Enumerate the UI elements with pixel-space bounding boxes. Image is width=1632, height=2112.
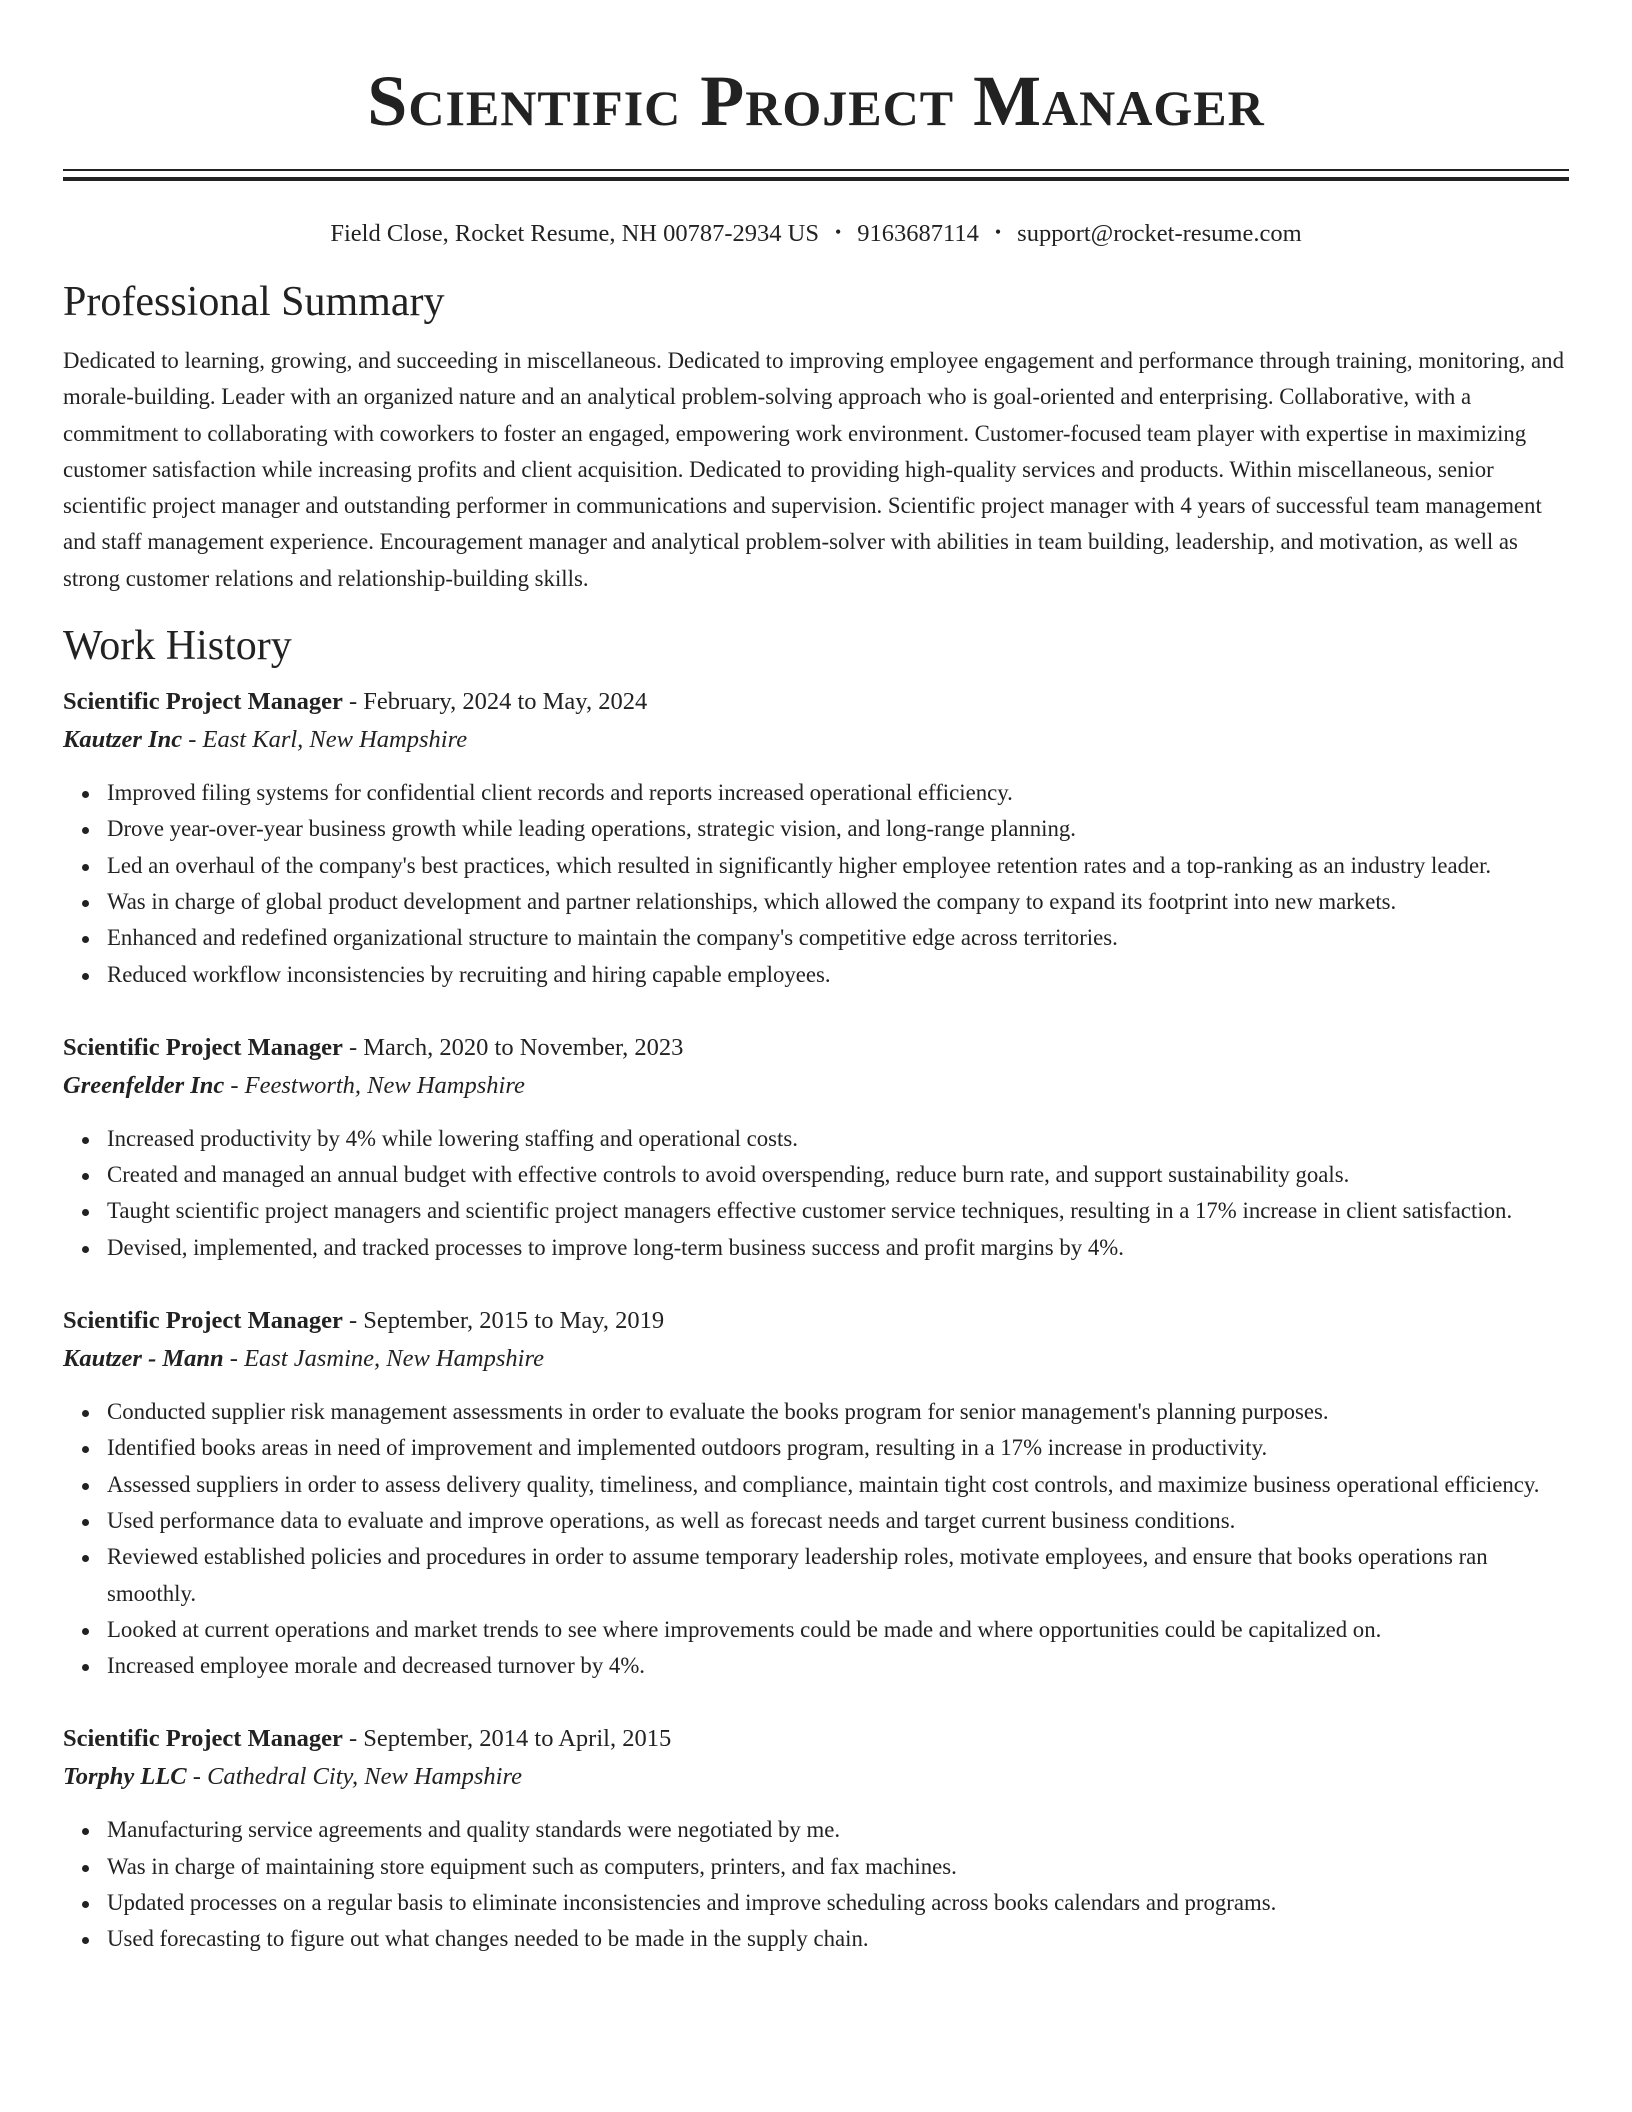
job-bullet-text: Increased productivity by 4% while lowering staffing and operational costs. — [107, 1125, 798, 1151]
job-bullet — [107, 957, 1569, 993]
job-bullet — [107, 775, 1569, 811]
bullet-icon — [82, 864, 89, 871]
job-header — [63, 1724, 1569, 1754]
bullet-icon — [82, 1173, 89, 1180]
job-bullet — [107, 1430, 1569, 1466]
contact-separator: • — [834, 222, 842, 242]
job-bullet — [107, 1812, 1569, 1848]
bullet-icon — [82, 1483, 89, 1490]
job-bullet — [107, 1885, 1569, 1921]
job-bullet-text: Devised, implemented, and tracked processes to improve long-term business success and profit margins by 4%. — [107, 1234, 1124, 1260]
job-bullet — [107, 1193, 1569, 1229]
job-entry — [63, 1724, 1569, 1957]
bullet-icon — [82, 1828, 89, 1835]
job-bullet-text: Reviewed established policies and procedures in order to assume temporary leadership roles, motivate employees, and ensure that books operations ran smoothly. — [107, 1544, 1488, 1606]
job-entry — [63, 1033, 1569, 1266]
job-location: - Feestworth, New Hampshire — [224, 1071, 525, 1099]
job-header — [63, 1033, 1569, 1063]
work-history-heading: Work History — [63, 623, 292, 670]
job-bullet-text: Assessed suppliers in order to assess delivery quality, timeliness, and compliance, maintain tight cost controls, and maximize business operational efficiency. — [107, 1471, 1540, 1497]
job-location: - Cathedral City, New Hampshire — [186, 1763, 522, 1791]
job-employer — [63, 1071, 1569, 1101]
job-title: Scientific Project Manager — [63, 1033, 343, 1061]
job-bullet — [107, 1394, 1569, 1430]
job-title: Scientific Project Manager — [63, 1725, 343, 1753]
job-header — [63, 687, 1569, 717]
bullet-icon — [82, 1628, 89, 1635]
job-location: - East Karl, New Hampshire — [182, 726, 468, 754]
job-bullet-text: Created and managed an annual budget with effective controls to avoid overspending, reduce burn rate, and support sustainability goals. — [107, 1162, 1350, 1188]
bullet-icon — [82, 827, 89, 834]
job-location: - East Jasmine, New Hampshire — [223, 1345, 544, 1373]
job-bullet — [107, 1612, 1569, 1648]
bullet-icon — [82, 1137, 89, 1144]
candidate-name: Scientific Project Manager — [367, 61, 1265, 141]
job-bullet-text: Drove year-over-year business growth while leading operations, strategic vision, and long-range planning. — [107, 816, 1076, 842]
job-bullet-text: Looked at current operations and market trends to see where improvements could be made and where opportunities could be capitalized on. — [107, 1616, 1382, 1642]
job-bullet — [107, 1849, 1569, 1885]
contact-separator: • — [994, 222, 1002, 242]
bullet-icon — [82, 1519, 89, 1526]
bullet-icon — [82, 1937, 89, 1944]
bullet-icon — [82, 1865, 89, 1872]
job-bullet — [107, 1503, 1569, 1539]
bullet-icon — [82, 936, 89, 943]
contact-address: Field Close, Rocket Resume, NH 00787-2934 US — [330, 220, 819, 247]
job-bullet — [107, 920, 1569, 956]
job-bullet — [107, 1921, 1569, 1957]
job-bullet — [107, 811, 1569, 847]
job-header — [63, 1306, 1569, 1336]
job-bullet-text: Was in charge of maintaining store equipment such as computers, printers, and fax machines. — [107, 1853, 957, 1879]
job-bullet-text: Reduced workflow inconsistencies by recruiting and hiring capable employees. — [107, 961, 831, 987]
job-bullet-text: Used forecasting to figure out what changes needed to be made in the supply chain. — [107, 1926, 869, 1952]
job-employer — [63, 1344, 1569, 1374]
bullet-icon — [82, 1246, 89, 1253]
job-dates: - February, 2024 to May, 2024 — [342, 688, 648, 716]
job-employer — [63, 1762, 1569, 1792]
bullet-icon — [82, 1555, 89, 1562]
job-bullet-text: Taught scientific project managers and scientific project managers effective customer service techniques, resulting in a 17% increase in client satisfaction. — [107, 1198, 1513, 1224]
bullet-icon — [82, 791, 89, 798]
contact-line — [63, 217, 1569, 249]
job-bullet-text: Increased employee morale and decreased turnover by 4%. — [107, 1653, 646, 1679]
bullet-icon — [82, 973, 89, 980]
job-bullet-text: Was in charge of global product development and partner relationships, which allowed the company to expand its footprint into new markets. — [107, 888, 1397, 914]
job-bullet-text: Improved filing systems for confidential client records and reports increased operational efficiency. — [107, 780, 1013, 806]
job-bullet-text: Conducted supplier risk management assessments in order to evaluate the books program for senior management's planning purposes. — [107, 1399, 1329, 1425]
job-dates: - March, 2020 to November, 2023 — [342, 1033, 684, 1061]
job-bullet-text: Updated processes on a regular basis to eliminate inconsistencies and improve scheduling across books calendars and programs. — [107, 1890, 1277, 1916]
job-bullets — [63, 775, 1569, 993]
bullet-icon — [82, 1446, 89, 1453]
contact-email: support@rocket-resume.com — [1017, 220, 1302, 247]
job-bullet — [107, 884, 1569, 920]
job-bullet-text: Enhanced and redefined organizational structure to maintain the company's competitive edge across territories. — [107, 925, 1118, 951]
bullet-icon — [82, 1410, 89, 1417]
job-bullet-text: Identified books areas in need of improvement and implemented outdoors program, resulting in a 17% increase in productivity. — [107, 1435, 1268, 1461]
job-title: Scientific Project Manager — [63, 688, 343, 716]
job-bullets — [63, 1394, 1569, 1684]
job-bullet-text: Manufacturing service agreements and quality standards were negotiated by me. — [107, 1817, 841, 1843]
job-bullet — [107, 848, 1569, 884]
job-company: Torphy LLC — [63, 1763, 187, 1791]
header-divider-thick — [63, 177, 1569, 181]
job-bullet — [107, 1648, 1569, 1684]
job-company: Greenfelder Inc — [63, 1071, 225, 1099]
job-bullet-text: Used performance data to evaluate and improve operations, as well as forecast needs and target current business conditions. — [107, 1507, 1236, 1533]
job-dates: - September, 2014 to April, 2015 — [342, 1725, 672, 1753]
contact-phone: 9163687114 — [857, 220, 979, 247]
job-title: Scientific Project Manager — [63, 1307, 343, 1335]
job-company: Kautzer - Mann — [63, 1345, 224, 1373]
header-divider-thin — [63, 169, 1569, 171]
job-bullet — [107, 1539, 1569, 1612]
job-dates: - September, 2015 to May, 2019 — [342, 1307, 665, 1335]
job-bullets — [63, 1121, 1569, 1266]
job-entry — [63, 1306, 1569, 1684]
bullet-icon — [82, 1664, 89, 1671]
bullet-icon — [82, 1209, 89, 1216]
job-bullet-text: Led an overhaul of the company's best practices, which resulted in significantly higher employee retention rates and a top-ranking as an industry leader. — [107, 852, 1492, 878]
bullet-icon — [82, 900, 89, 907]
summary-text: Dedicated to learning, growing, and succeeding in miscellaneous. Dedicated to improving employee engagement and performance through training, monitoring, and morale-building. Leader with an organized nature and an analytical problem-solving approach who is goal-oriented and enterprising. Collaborative, with a commitment to collaborating with coworkers to foster an engaged, empowering work environment. Customer-focused team player with expertise in maximizing customer satisfaction while increasing profits and client acquisition. Dedicated to providing high-quality services and products. Within miscellaneous, senior scientific project manager and outstanding performer in communications and supervision. Scientific project manager with 4 years of successful team management and staff management experience. Encouragement manager and analytical problem-solver with abilities in team building, leadership, and motivation, as well as strong customer relations and relationship-building skills. — [63, 348, 1564, 591]
job-bullet — [107, 1121, 1569, 1157]
job-bullet — [107, 1467, 1569, 1503]
job-bullet — [107, 1157, 1569, 1193]
job-employer — [63, 725, 1569, 755]
job-entry — [63, 687, 1569, 993]
job-bullets — [63, 1812, 1569, 1957]
job-company: Kautzer Inc — [63, 726, 183, 754]
bullet-icon — [82, 1901, 89, 1908]
job-bullet — [107, 1230, 1569, 1266]
summary-heading: Professional Summary — [63, 279, 445, 325]
